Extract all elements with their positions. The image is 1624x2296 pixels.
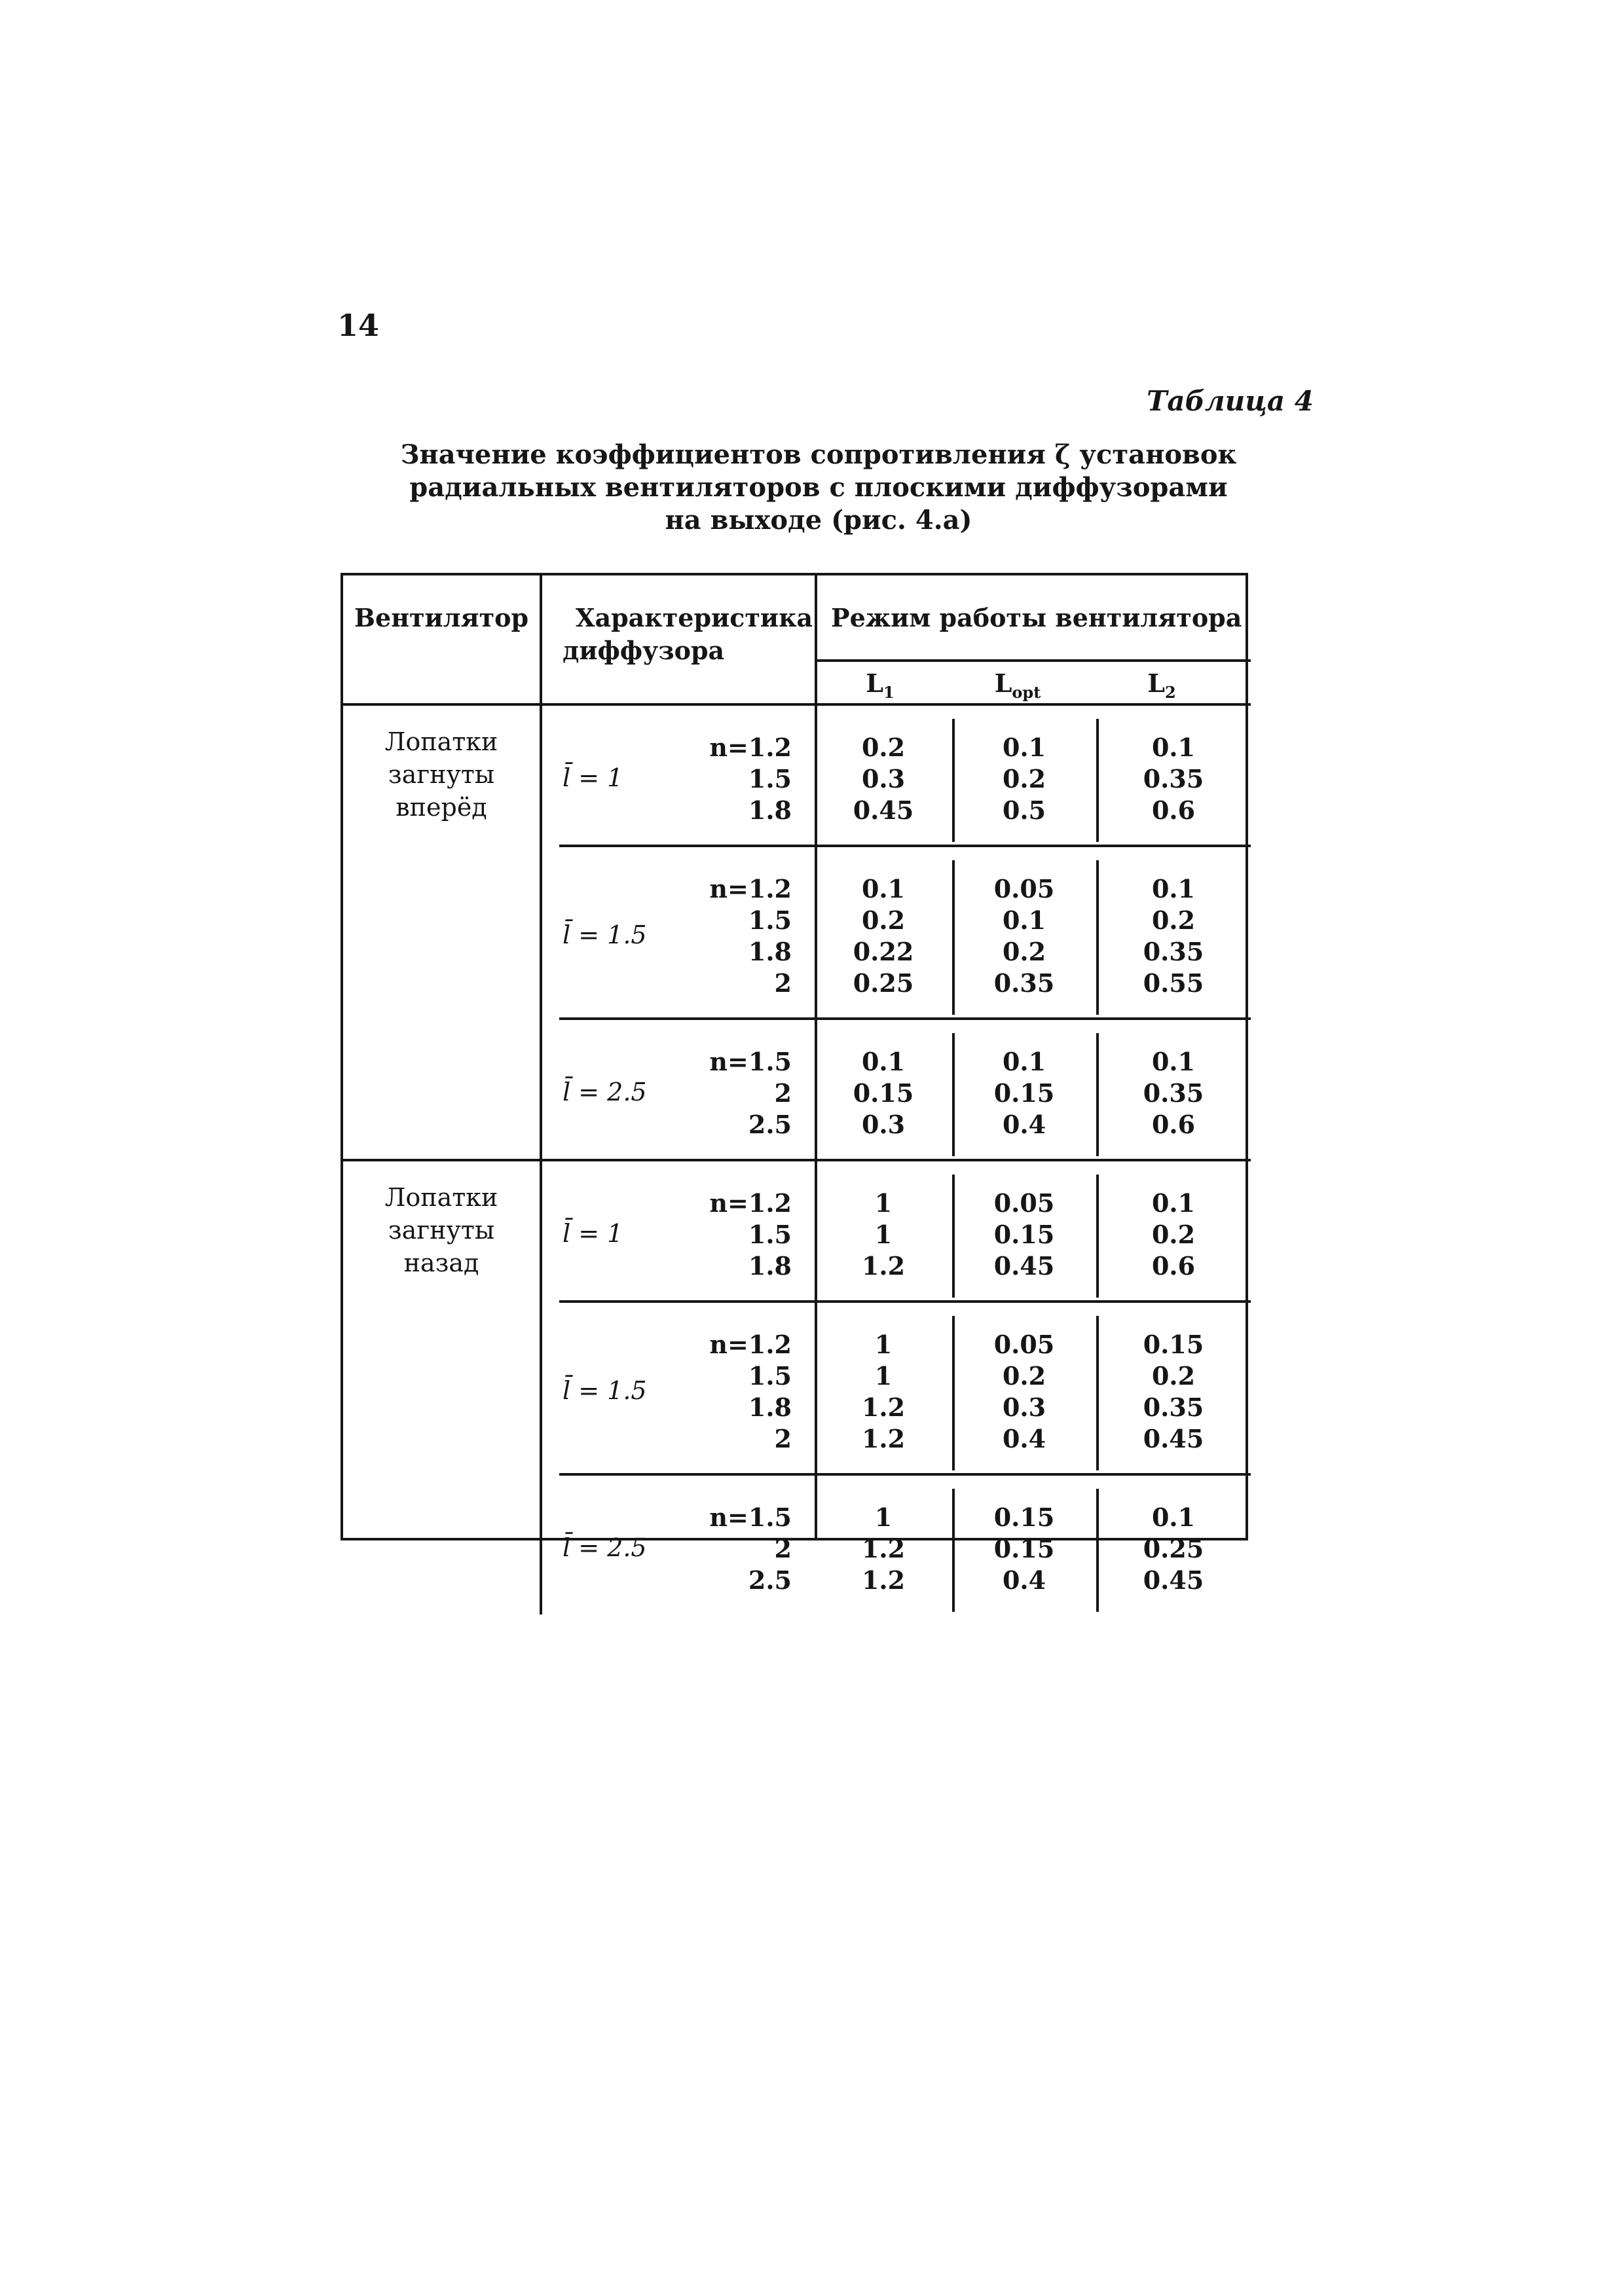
- value-l1: 0.45: [853, 795, 914, 825]
- n-value: 1.8: [748, 1393, 792, 1422]
- n-value: 1.5: [748, 905, 792, 935]
- value-l2: 0.2: [1151, 905, 1196, 935]
- page-number: 14: [337, 308, 380, 343]
- value-l1: 0.15: [853, 1078, 914, 1108]
- value-l2: 0.6: [1151, 795, 1196, 825]
- fan-type-label: [343, 725, 540, 824]
- header-fan: Вентилятор: [354, 603, 529, 632]
- block-bracket: [540, 847, 542, 1017]
- value-lopt: 0.2: [1002, 1361, 1046, 1391]
- value-divider: [1096, 860, 1099, 1015]
- n-value: 2: [774, 1424, 792, 1453]
- n-value: 1.5: [748, 1361, 792, 1391]
- table-label: Таблица 4: [1147, 385, 1314, 417]
- table-title: [393, 439, 1244, 537]
- n-value: 1.8: [748, 1251, 792, 1281]
- value-l1: 0.2: [861, 733, 906, 762]
- n-value: 1.8: [748, 795, 792, 825]
- value-lopt: 0.35: [993, 968, 1055, 998]
- value-lopt: 0.15: [993, 1503, 1055, 1532]
- value-l1: 0.3: [861, 764, 906, 793]
- value-divider: [952, 1175, 955, 1298]
- value-l2: 0.2: [1151, 1220, 1196, 1249]
- header-l2: $L_2$: [1147, 668, 1176, 702]
- value-l2: 0.35: [1143, 1393, 1204, 1422]
- value-divider: [952, 860, 955, 1015]
- value-l2: 0.55: [1143, 968, 1204, 998]
- value-lopt: 0.2: [1002, 764, 1046, 793]
- block-bracket: [540, 1161, 542, 1300]
- header-diffuser-line: диффузора: [563, 636, 725, 665]
- n-value: n=1.5: [709, 1503, 792, 1532]
- value-divider: [1096, 1316, 1099, 1470]
- value-lopt: 0.1: [1002, 905, 1046, 935]
- title-line: Значение коэффициентов сопротивления ζ установок: [400, 439, 1237, 470]
- value-l1: 1.2: [861, 1251, 906, 1281]
- value-divider: [952, 1316, 955, 1470]
- value-lopt: 0.15: [993, 1078, 1055, 1108]
- value-lopt: 0.4: [1002, 1565, 1046, 1595]
- header-lopt: $L_{opt}$: [994, 668, 1041, 702]
- n-value: n=1.2: [709, 1188, 792, 1218]
- value-divider: [952, 1033, 955, 1156]
- value-l1: 1.2: [861, 1424, 906, 1453]
- group-divider: [343, 1159, 1251, 1161]
- fan-type-line: Лопатки: [384, 1183, 498, 1212]
- fan-type-line: загнуты: [388, 1216, 495, 1245]
- value-lopt: 0.15: [993, 1220, 1055, 1249]
- n-value: 2: [774, 1534, 792, 1563]
- value-l2: 0.25: [1143, 1534, 1204, 1563]
- n-value: n=1.5: [709, 1047, 792, 1076]
- value-l2: 0.6: [1151, 1251, 1196, 1281]
- diffuser-length-label: l̄ = 1.5: [563, 1376, 647, 1405]
- value-l2: 0.45: [1143, 1424, 1204, 1453]
- value-l1: 1: [874, 1220, 893, 1249]
- value-lopt: 0.1: [1002, 1047, 1046, 1076]
- value-l2: 0.1: [1151, 1503, 1196, 1532]
- value-l1: 0.25: [853, 968, 914, 998]
- fan-type-line: Лопатки: [384, 727, 498, 756]
- value-l2: 0.1: [1151, 733, 1196, 762]
- block-divider: [559, 1017, 1251, 1020]
- header-diffuser: [563, 602, 813, 667]
- title-line: на выходе (рис. 4.а): [665, 505, 972, 536]
- value-lopt: 0.5: [1002, 795, 1046, 825]
- n-value: 2: [774, 1078, 792, 1108]
- value-l2: 0.15: [1143, 1330, 1204, 1359]
- value-l1: 0.22: [853, 937, 914, 966]
- value-l1: 1: [874, 1503, 893, 1532]
- diffuser-length-label: l̄ = 1.5: [563, 920, 647, 949]
- value-l2: 0.35: [1143, 937, 1204, 966]
- n-value: 1.8: [748, 937, 792, 966]
- value-lopt: 0.05: [993, 874, 1055, 903]
- value-l2: 0.1: [1151, 1188, 1196, 1218]
- value-l1: 1: [874, 1188, 893, 1218]
- value-divider: [1096, 1175, 1099, 1298]
- value-l1: 0.1: [861, 1047, 906, 1076]
- value-lopt: 0.05: [993, 1188, 1055, 1218]
- value-l2: 0.35: [1143, 764, 1204, 793]
- n-value: 2: [774, 968, 792, 998]
- fan-type-line: загнуты: [388, 760, 495, 789]
- title-line: радиальных вентиляторов с плоскими диффузорами: [409, 472, 1228, 503]
- header-divider: [343, 703, 1251, 706]
- value-l1: 1: [874, 1330, 893, 1359]
- block-bracket: [540, 706, 542, 845]
- value-l1: 0.3: [861, 1110, 906, 1139]
- value-l1: 1.2: [861, 1565, 906, 1595]
- n-value: 2.5: [748, 1110, 792, 1139]
- resistance-coefficient-table: [341, 573, 1248, 1595]
- block-bracket: [540, 1020, 542, 1159]
- value-divider: [1096, 1489, 1099, 1612]
- value-l2: 0.6: [1151, 1110, 1196, 1139]
- value-l1: 1: [874, 1361, 893, 1391]
- fan-type-label: [343, 1181, 540, 1279]
- n-value: 2.5: [748, 1565, 792, 1595]
- diffuser-length-label: l̄ = 2.5: [563, 1078, 647, 1106]
- diffuser-length-label: l̄ = 1: [563, 763, 623, 792]
- fan-type-line: назад: [403, 1248, 479, 1277]
- value-lopt: 0.1: [1002, 733, 1046, 762]
- value-l1: 1.2: [861, 1393, 906, 1422]
- value-lopt: 0.4: [1002, 1110, 1046, 1139]
- diffuser-length-label: l̄ = 1: [563, 1219, 623, 1248]
- n-value: n=1.2: [709, 1330, 792, 1359]
- block-divider: [559, 845, 1251, 847]
- value-l2: 0.1: [1151, 1047, 1196, 1076]
- block-divider: [559, 1473, 1251, 1476]
- value-lopt: 0.3: [1002, 1393, 1046, 1422]
- value-l1: 0.1: [861, 874, 906, 903]
- value-l2: 0.1: [1151, 874, 1196, 903]
- block-bracket: [540, 1303, 542, 1473]
- value-l1: 0.2: [861, 905, 906, 935]
- n-value: n=1.2: [709, 733, 792, 762]
- value-lopt: 0.45: [993, 1251, 1055, 1281]
- header-l1: $L_1$: [866, 668, 895, 702]
- block-divider: [559, 1300, 1251, 1303]
- header-mode: Режим работы вентилятора: [831, 603, 1242, 632]
- value-lopt: 0.2: [1002, 937, 1046, 966]
- value-lopt: 0.4: [1002, 1424, 1046, 1453]
- value-divider: [952, 719, 955, 842]
- value-l2: 0.45: [1143, 1565, 1204, 1595]
- value-lopt: 0.15: [993, 1534, 1055, 1563]
- value-lopt: 0.05: [993, 1330, 1055, 1359]
- block-bracket: [540, 1476, 542, 1614]
- header-diffuser-line: Характеристика: [576, 603, 813, 632]
- value-divider: [952, 1489, 955, 1612]
- header-divider: [815, 659, 1251, 662]
- n-value: 1.5: [748, 764, 792, 793]
- value-l2: 0.35: [1143, 1078, 1204, 1108]
- value-divider: [1096, 1033, 1099, 1156]
- value-l1: 1.2: [861, 1534, 906, 1563]
- value-l2: 0.2: [1151, 1361, 1196, 1391]
- fan-type-line: вперёд: [396, 793, 487, 822]
- value-divider: [1096, 719, 1099, 842]
- n-value: 1.5: [748, 1220, 792, 1249]
- n-value: n=1.2: [709, 874, 792, 903]
- diffuser-length-label: l̄ = 2.5: [563, 1533, 647, 1562]
